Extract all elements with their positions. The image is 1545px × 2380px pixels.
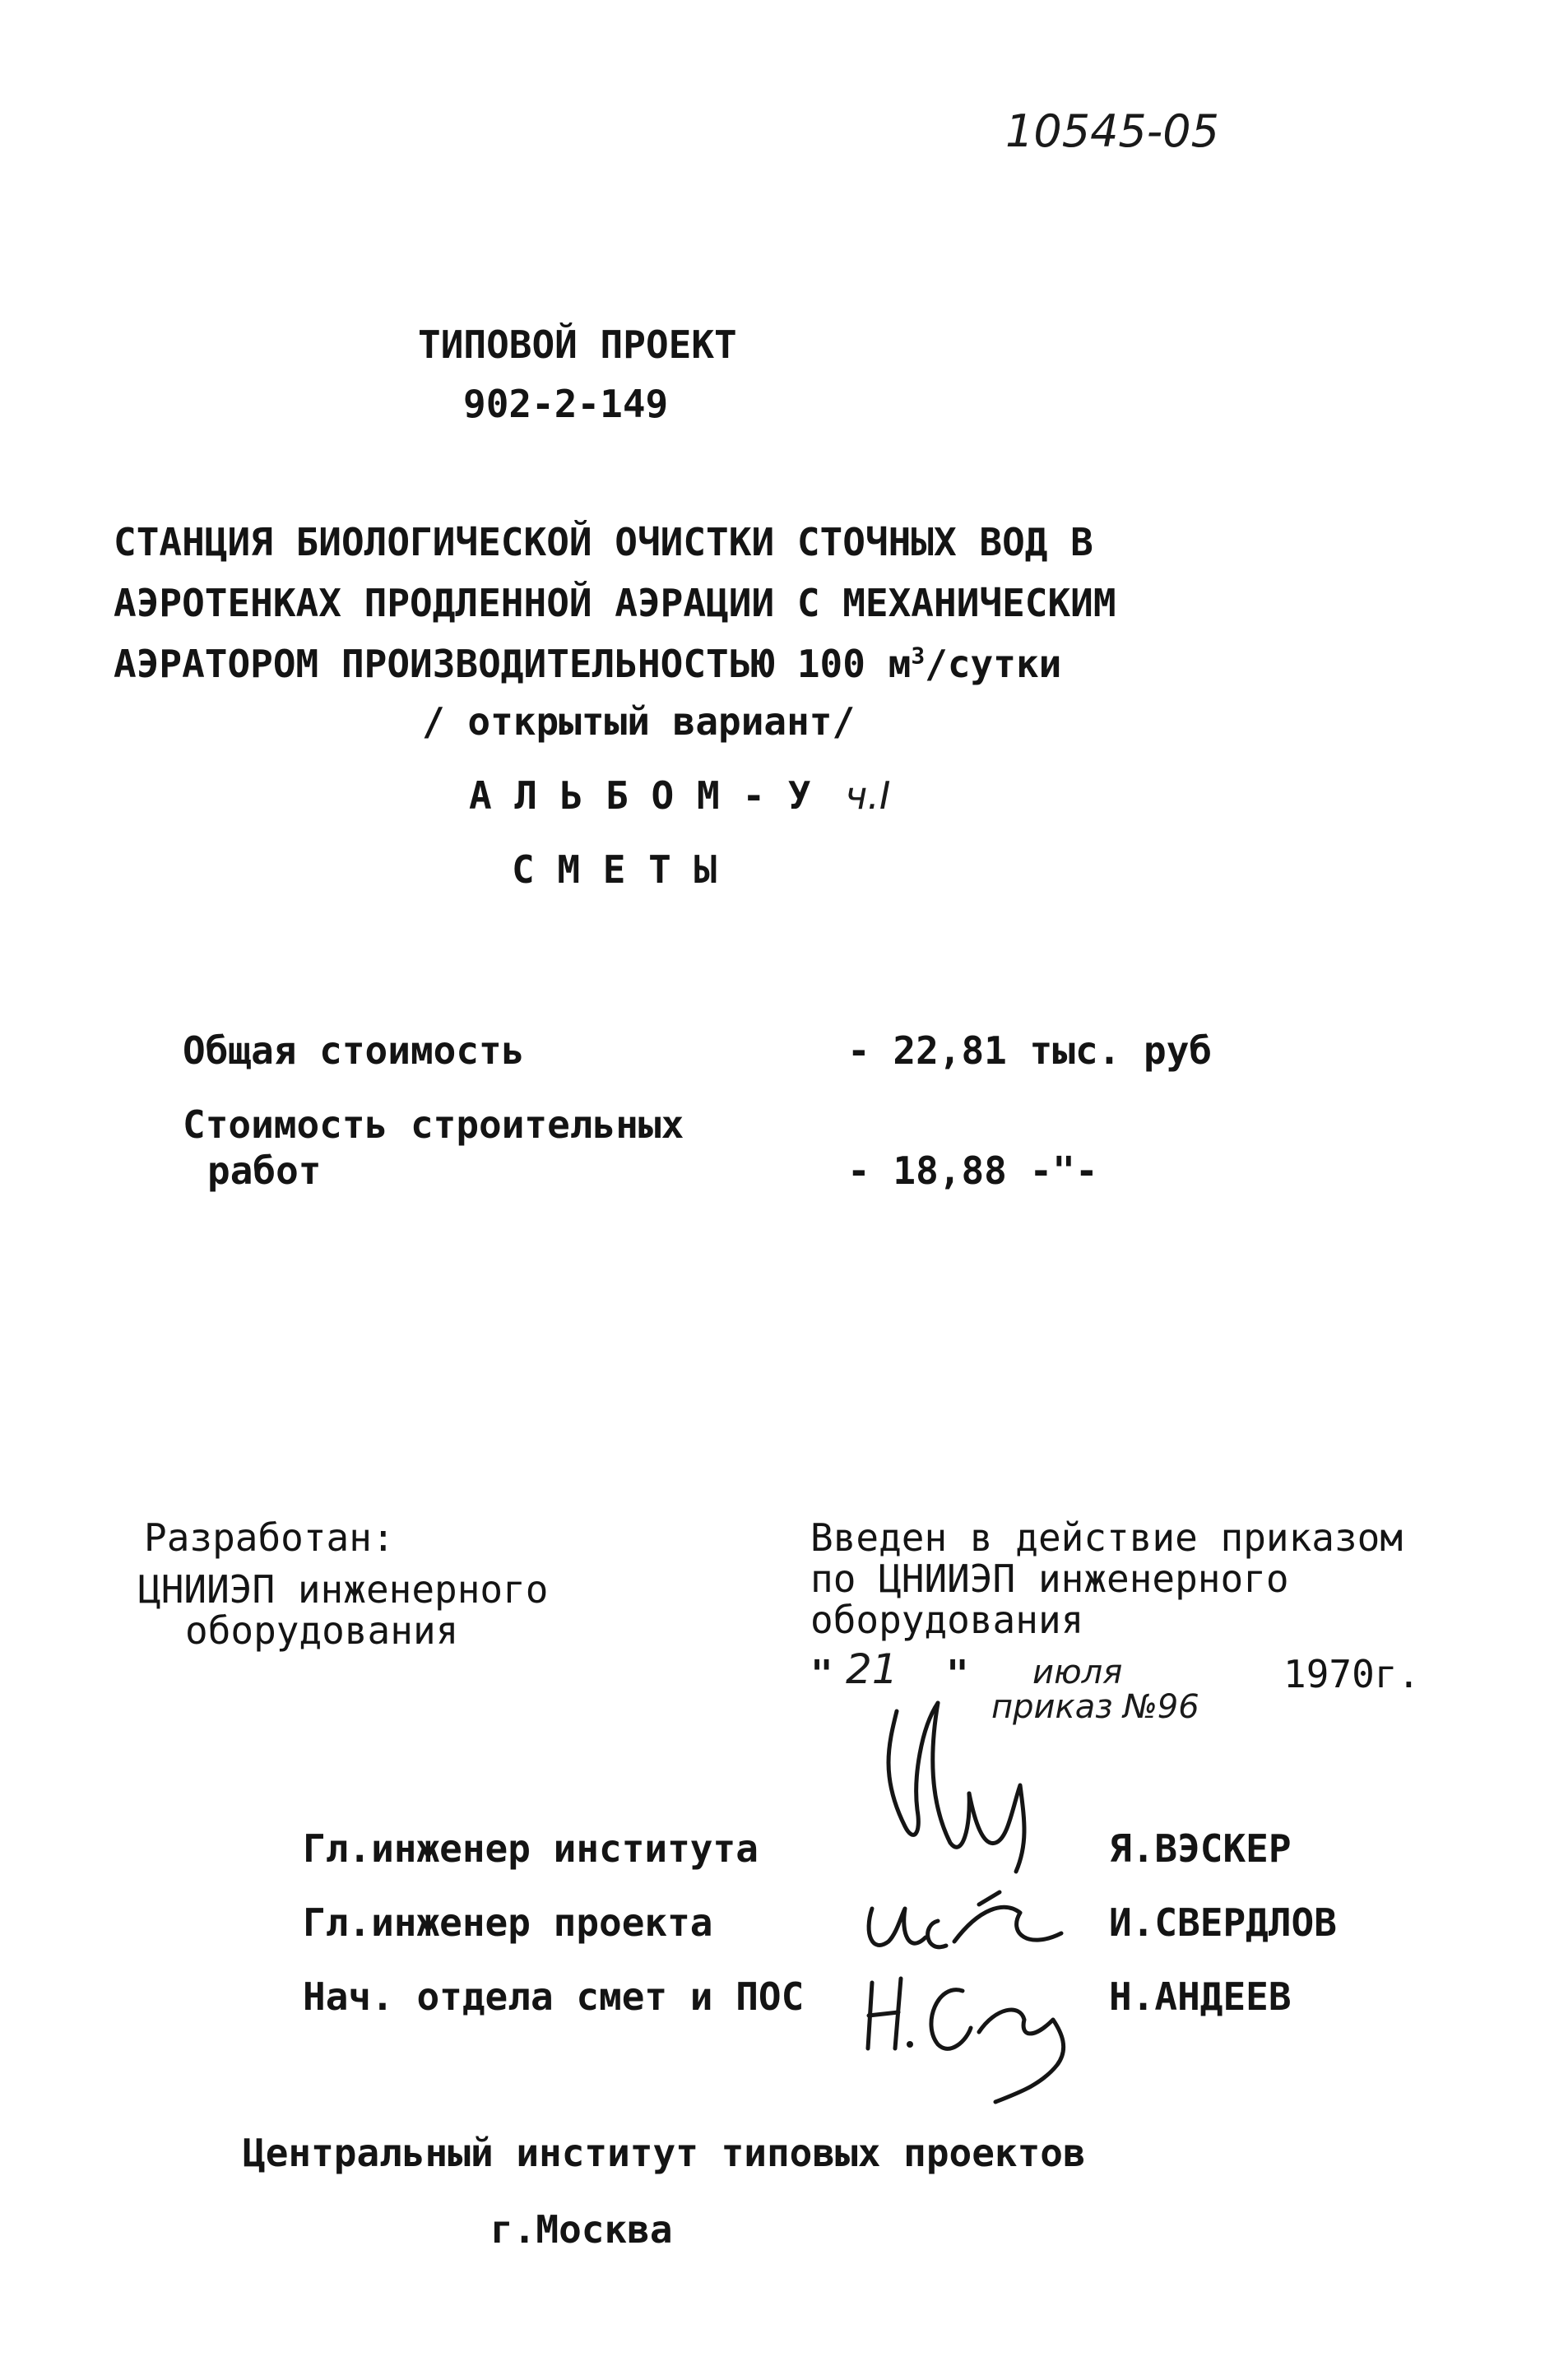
- enacted-line-2: по ЦНИИЭП инженерного: [810, 1557, 1289, 1601]
- city-name: г.Москва: [490, 2207, 673, 2252]
- institute-name: Центральный институт типовых проектов: [243, 2131, 1086, 2175]
- date-quote-close: ": [946, 1652, 969, 1696]
- enacted-line-3: оборудования: [810, 1598, 1084, 1642]
- document-type: ТИПОВОЙ ПРОЕКТ: [418, 322, 737, 367]
- date-day: 21: [846, 1645, 898, 1693]
- album-label: А Л Ь Б О М - У: [469, 773, 811, 818]
- signatory-name-2: И.СВЕРДЛОВ: [1109, 1900, 1337, 1945]
- title-line-1: СТАНЦИЯ БИОЛОГИЧЕСКОЙ ОЧИСТКИ СТОЧНЫХ ВОД В: [114, 520, 1093, 564]
- developer-label: Разработан:: [144, 1515, 395, 1560]
- enacted-line-1: Введен в действие приказом: [810, 1515, 1403, 1560]
- date-quote-open: ": [810, 1652, 833, 1696]
- signatory-name-1: Я.ВЭСКЕР: [1109, 1826, 1292, 1871]
- album-subtitle: С М Е Т Ы: [512, 847, 717, 892]
- title-line-3: [114, 642, 1061, 686]
- title-line-3-unit: /сутки: [925, 642, 1062, 686]
- date-year: 1970г.: [1283, 1652, 1421, 1696]
- signature-1: [872, 1678, 1061, 1876]
- signatory-role-3: Нач. отдела смет и ПОС: [303, 1974, 805, 2019]
- total-cost-label: Общая стоимость: [183, 1028, 525, 1073]
- variant-label: / открытый вариант/: [422, 699, 856, 744]
- signatory-role-2: Гл.инженер проекта: [303, 1900, 713, 1945]
- date-month: июля: [1032, 1654, 1123, 1691]
- title-line-2: АЭРОТЕНКАХ ПРОДЛЕННОЙ АЭРАЦИИ С МЕХАНИЧЕСКИМ: [114, 581, 1116, 625]
- build-cost-label-line-2: работ: [207, 1148, 322, 1193]
- build-cost-value: - 18,88 -"-: [847, 1148, 1098, 1193]
- signature-3: [856, 1958, 1102, 2106]
- order-number: приказ №96: [991, 1688, 1199, 1726]
- project-number: 902-2-149: [463, 382, 669, 426]
- album-part: ч.I: [845, 773, 891, 818]
- album-line: [469, 773, 891, 818]
- signatory-role-1: Гл.инженер института: [303, 1826, 759, 1871]
- developer-line-2: оборудования: [185, 1608, 459, 1653]
- superscript-3: 3: [911, 642, 926, 670]
- total-cost-value: - 22,81 тыс. руб: [847, 1028, 1213, 1073]
- signature-2: [856, 1876, 1069, 1966]
- archive-number: 10545-05: [1005, 105, 1219, 157]
- signatory-name-3: Н.АНДЕЕВ: [1109, 1974, 1292, 2019]
- developer-line-1: ЦНИИЭП инженерного: [138, 1567, 549, 1612]
- title-line-3-text: АЭРАТОРОМ ПРОИЗВОДИТЕЛЬНОСТЬЮ 100 м: [114, 642, 912, 686]
- build-cost-label-line-1: Стоимость строительных: [183, 1102, 684, 1147]
